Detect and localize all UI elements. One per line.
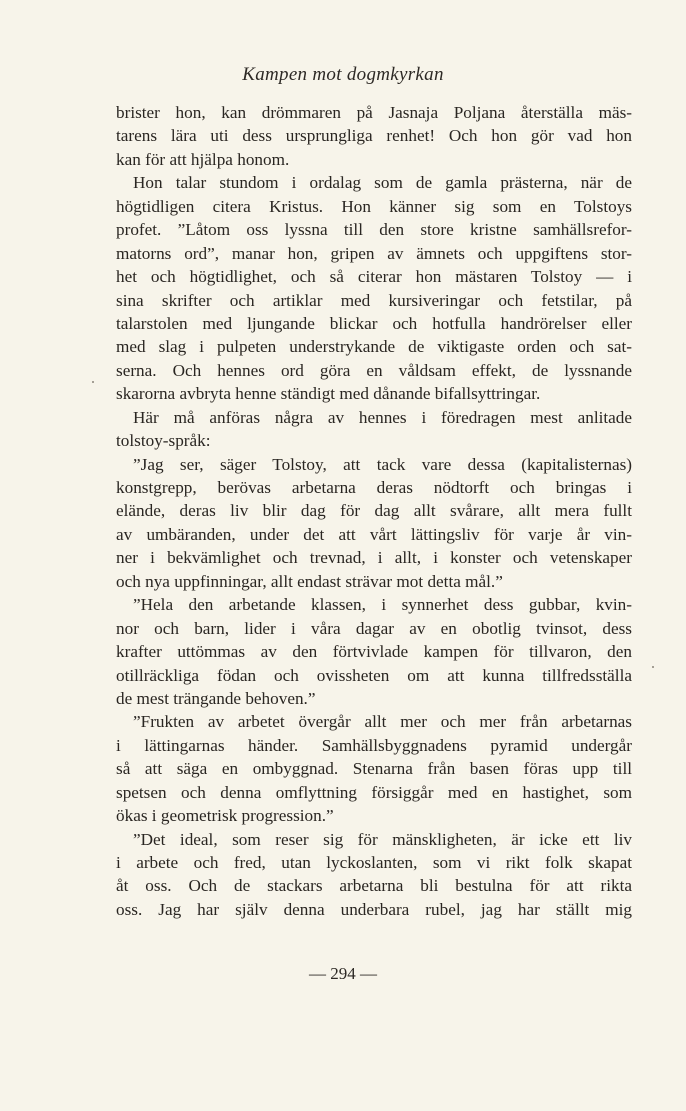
text-line: profet. ”Låtom oss lyssna till den store kristne samhällsrefor- — [116, 220, 632, 240]
running-head-title: Kampen mot dogmkyrkan — [242, 64, 444, 85]
text-line: de mest trängande behoven.” — [116, 688, 316, 708]
text-line: ökas i geometrisk progression.” — [116, 806, 334, 826]
text-line: nor och barn, lider i våra dagar av en obotlig tvinsot, dess — [116, 618, 632, 638]
body-text — [116, 101, 632, 921]
text-line: högtidligen citera Kristus. Hon känner sig som en Tolstoys — [116, 196, 632, 216]
text-line: åt oss. Och de stackars arbetarna bli bestulna för att rikta — [116, 876, 632, 896]
text-line: krafter uttömmas av den förtvivlade kampen för tillvaron, den — [116, 642, 632, 662]
text-line: ”Frukten av arbetet övergår allt mer och mer från arbetarnas — [133, 712, 632, 732]
page-number: — 294 — — [309, 964, 377, 983]
text-line: tarens lära uti dess ursprungliga renhet! Och hon gör vad hon — [116, 126, 632, 146]
text-line: med slag i pulpeten understrykande de viktigaste orden och sat- — [116, 337, 632, 357]
text-line: ner i bekvämlighet och trevnad, i allt, i konster och vetenskaper — [116, 548, 632, 568]
text-line: spetsen och denna omflyttning försiggår med en hastighet, som — [116, 782, 632, 802]
text-line: Hon talar stundom i ordalag som de gamla prästerna, när de — [133, 173, 632, 193]
text-line: så att säga en ombyggnad. Stenarna från basen föras upp till — [116, 759, 632, 779]
text-line: ”Det ideal, som reser sig för mänskligheten, är icke ett liv — [133, 829, 632, 849]
margin-speck — [652, 666, 654, 668]
text-line: serna. Och hennes ord göra en våldsam effekt, de lyssnande — [116, 360, 632, 380]
text-line: matorns ord”, manar hon, gripen av ämnets och uppgiftens stor- — [116, 243, 632, 263]
text-line: het och högtidlighet, och så citerar hon mästaren Tolstoy — i — [116, 267, 632, 287]
text-line: av umbäranden, under det att vårt lättingsliv för varje år vin- — [116, 524, 632, 544]
text-line: Här må anföras några av hennes i föredragen mest anlitade — [133, 407, 632, 427]
text-line: kan för att hjälpa honom. — [116, 149, 290, 169]
text-line: tolstoy-språk: — [116, 431, 211, 451]
text-line: oss. Jag har själv denna underbara rubel, jag har ställt mig — [116, 899, 632, 919]
text-line: brister hon, kan drömmaren på Jasnaja Poljana återställa mäs- — [116, 103, 632, 122]
text-line: konstgrepp, berövas arbetarna deras nödtorft och bringas i — [116, 478, 632, 497]
text-line: talarstolen med ljungande blickar och hotfulla handrörelser eller — [116, 313, 632, 333]
text-line: i lättingarnas händer. Samhällsbyggnadens pyramid undergår — [116, 735, 632, 755]
text-line: skarorna avbryta henne ständigt med dånande bifallsyttringar. — [116, 384, 541, 404]
text-line: elände, deras liv blir dag för dag allt svårare, allt mera fullt — [116, 501, 632, 521]
text-line: otillräckliga födan och ovissheten om att kunna tillfredsställa — [116, 665, 632, 685]
text-line: i arbete och fred, utan lyckoslanten, som vi rikt folk skapat — [116, 853, 632, 872]
text-line: ”Jag ser, säger Tolstoy, att tack vare dessa (kapitalisternas) — [133, 454, 632, 474]
text-line: sina skrifter och artiklar med kursiveringar och fetstilar, på — [116, 290, 632, 310]
text-line: och nya uppfinningar, allt endast strävar mot detta mål.” — [116, 571, 503, 591]
text-line: ”Hela den arbetande klassen, i synnerhet dess gubbar, kvin- — [133, 595, 632, 615]
margin-speck — [92, 381, 94, 383]
